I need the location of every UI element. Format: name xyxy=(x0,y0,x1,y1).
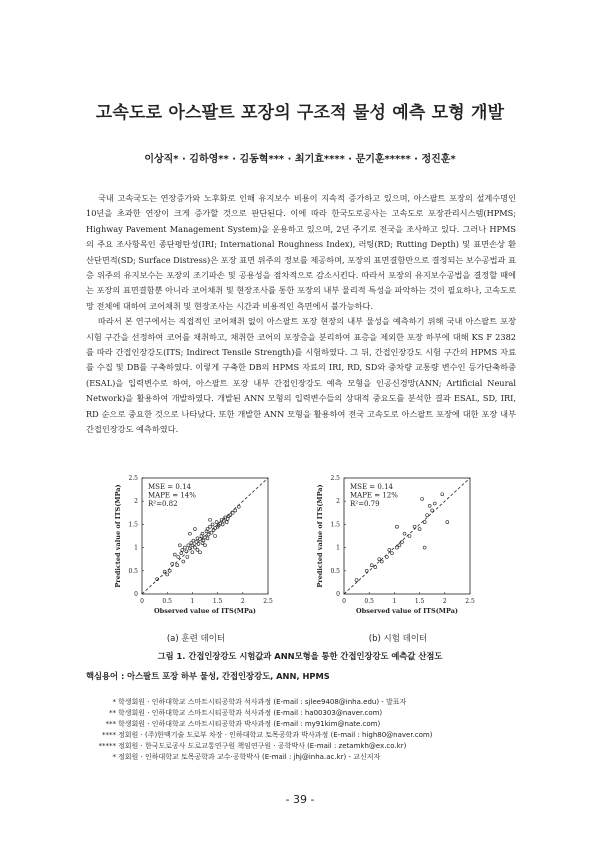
footnote-5: ***** 정회원 · 한국도로공사 도로교통연구원 책임연구원 · 공학박사 (E-mail : zetamkh@ex.co.kr) xyxy=(98,742,407,750)
footnote-2: ** 학생회원 · 인하대학교 스마트시티공학과 석사과정 (E-mail : ha00303@naver.com) xyxy=(109,709,383,717)
y-tick-label: 2.5 xyxy=(330,475,340,482)
data-point xyxy=(225,521,228,524)
data-point xyxy=(191,551,194,554)
scatter-plot-test xyxy=(312,472,482,622)
data-point xyxy=(180,552,183,555)
x-tick-label: 1.5 xyxy=(414,598,425,605)
data-point xyxy=(187,544,190,547)
footnote-1: * 학생회원 · 인하대학교 스마트시티공학과 석사과정 (E-mail : sjlee9408@inha.edu) - 발표자 xyxy=(112,698,407,706)
data-point xyxy=(403,532,406,535)
data-point xyxy=(355,579,358,582)
x-tick-label: 1 xyxy=(392,598,397,605)
y-tick-label: 1.5 xyxy=(330,521,340,529)
data-point xyxy=(211,523,214,526)
data-point xyxy=(385,555,388,558)
data-point xyxy=(237,505,240,508)
data-point xyxy=(186,555,189,558)
data-point xyxy=(209,525,212,528)
data-point xyxy=(182,560,185,563)
data-point xyxy=(193,546,196,549)
data-point xyxy=(428,504,431,507)
data-point xyxy=(418,528,421,531)
y-tick-label: 0.5 xyxy=(330,567,340,575)
data-point xyxy=(374,566,377,569)
data-point xyxy=(398,544,401,547)
x-tick-label: 2 xyxy=(442,598,447,605)
x-tick-label: 0.5 xyxy=(364,598,374,605)
data-point xyxy=(197,542,200,545)
author-list: 이상직* · 김하영** · 김동혁*** · 최기효**** · 문기훈***** · 정진훈* xyxy=(144,154,456,165)
y-tick-label: 0.5 xyxy=(128,567,138,575)
x-axis-label: Observed value of ITS(MPa) xyxy=(154,607,256,615)
data-point xyxy=(388,548,391,551)
x-tick-label: 1 xyxy=(190,598,195,605)
data-point xyxy=(431,509,434,512)
footnote-3: *** 학생회원 · 인하대학교 스마트시티공학과 박사과정 (E-mail : my91kim@nate.com) xyxy=(105,720,381,728)
figure-caption: 그림 1. 간접인장강도 시험값과 ANN모형을 통한 간접인장강도 예측값 산점도 xyxy=(157,651,443,661)
keywords: 핵심용어 : 아스팔트 포장 하부 물성, 간접인장강도, ANN, HPMS xyxy=(86,671,330,681)
x-axis-label: Observed value of ITS(MPa) xyxy=(356,607,458,615)
stat-label: R²=0.79 xyxy=(350,500,380,508)
data-point xyxy=(183,546,186,549)
y-tick-label: 2.5 xyxy=(128,475,138,482)
y-tick-label: 2 xyxy=(336,498,340,506)
y-tick-label: 0 xyxy=(134,591,138,598)
x-tick-label: 2 xyxy=(240,598,245,605)
data-point xyxy=(214,535,217,538)
y-tick-label: 2 xyxy=(134,498,138,506)
y-tick-label: 0 xyxy=(336,591,340,598)
data-point xyxy=(173,553,176,556)
data-point xyxy=(171,562,174,565)
data-point xyxy=(198,551,201,554)
footnote-4: **** 정회원 · (주)한맥기술 도로부 차장 · 인하대학교 토목공학과 박사과정 (E-mail : high80@naver.com) xyxy=(102,731,433,739)
data-point xyxy=(181,548,184,551)
data-point xyxy=(421,497,424,500)
data-point xyxy=(423,546,426,549)
data-point xyxy=(166,573,169,576)
data-point xyxy=(408,535,411,538)
subcaption-test: (b) 시험 데이터 xyxy=(368,634,428,644)
subcaption-training: (a) 훈련 데이터 xyxy=(166,634,226,644)
paragraph-1: 국내 고속국도는 연장증가와 노후화로 인해 유지보수 비용이 지속적 증가하고 있으며, 아스팔트 포장의 설계수명인 10년을 초과한 연장이 크게 증가할 것으로 판단된다. 이에 따라 한국도로공사는 고속도로 포장관리시스템(HPMS; Highway Pavement Management System)을 운용하고 있으며, 2년 주기로 전국을 조사하고 있다. 그러나 HPMS의 주요 조사항목인 종단평탄성(IRI; International Roughness Index), 러팅(RD; Rutting Depth) 및 표면손상 환산단면적(SD; Surface Distress)은 포장 표면 위주의 정보를 제공하며, 포장의 표면결함만으로 결정되는 보수공법과 표층 위주의 유지보수는 포장의 조기파손 및 공용성을 점차적으로 감소시킨다. 따라서 포장의 유지보수공법을 결정할 때에는 포장의 표면결함뿐 아니라 코어채취 및 현장조사를 통한 포장의 내부 물리적 특성을 파악하는 것이 필요하나, 고속도로망 전체에 대하여 코어채취 및 현장조사는 시간과 비용적인 측면에서 불가능하다. xyxy=(86,193,516,311)
y-axis-label: Predicted value of ITS(MPa) xyxy=(316,484,324,588)
data-point xyxy=(446,521,449,524)
y-axis-label: Predicted value of ITS(MPa) xyxy=(114,484,122,588)
data-point xyxy=(178,544,181,547)
data-point xyxy=(196,548,199,551)
scatter-chart-test xyxy=(312,472,482,622)
footnote-6: * 정회원 · 인하대학교 토목공학과 교수·공학박사 (E-mail : jhj@inha.ac.kr) - 교신저자 xyxy=(112,753,381,761)
data-point xyxy=(413,525,416,528)
data-point xyxy=(215,521,218,524)
figure-1 xyxy=(86,472,516,647)
x-tick-label: 0 xyxy=(342,598,346,605)
data-point xyxy=(426,514,429,517)
data-point xyxy=(423,521,426,524)
scatter-plot-training xyxy=(110,472,280,622)
data-point xyxy=(365,569,368,572)
data-point xyxy=(168,569,171,572)
y-tick-label: 1 xyxy=(336,544,340,552)
data-point xyxy=(210,531,213,534)
data-point xyxy=(193,528,196,531)
x-tick-label: 0.5 xyxy=(162,598,172,605)
stat-label: MAPE = 12% xyxy=(350,491,398,500)
data-point xyxy=(395,525,398,528)
stat-label: R²=0.82 xyxy=(148,500,178,508)
data-point xyxy=(177,555,180,558)
data-point xyxy=(207,533,210,536)
abstract-body xyxy=(86,191,516,438)
data-point xyxy=(176,564,179,567)
y-tick-label: 1 xyxy=(134,544,138,552)
stat-label: MSE = 0.14 xyxy=(148,483,191,491)
data-point xyxy=(380,560,383,563)
scatter-chart-training xyxy=(110,472,280,622)
data-point xyxy=(395,546,398,549)
data-point xyxy=(231,511,234,514)
data-point xyxy=(234,509,237,512)
data-point xyxy=(441,493,444,496)
paper-title: 고속도로 아스팔트 포장의 구조적 물성 예측 모형 개발 xyxy=(95,103,505,123)
data-point xyxy=(185,550,188,553)
x-tick-label: 1.5 xyxy=(212,598,223,605)
stat-label: MSE = 0.14 xyxy=(350,483,393,491)
page-number: - 39 - xyxy=(285,793,315,806)
stat-label: MAPE = 14% xyxy=(148,491,196,500)
data-point xyxy=(370,564,373,567)
data-point xyxy=(192,539,195,542)
data-point xyxy=(390,552,393,555)
data-point xyxy=(378,558,381,561)
y-tick-label: 1.5 xyxy=(128,521,138,529)
data-point xyxy=(209,518,212,521)
x-tick-label: 2.5 xyxy=(263,598,273,605)
data-point xyxy=(204,544,207,547)
data-point xyxy=(433,502,436,505)
data-point xyxy=(188,532,191,535)
paragraph-2: 따라서 본 연구에서는 직접적인 코어채취 없이 아스팔트 포장 현장의 내부 물성을 예측하기 위해 국내 아스팔트 포장 시험 구간을 선정하여 코어를 채취하고, 채취한 코어의 포장층을 분리하여 표층을 제외한 포장 하부에 대해 KS F 2382를 따라 간접인장강도(ITS; Indirect Tensile Strength)를 시험하였다. 그 뒤, 간접인장강도 시험 구간의 HPMS 자료를 수집 및 DB를 구축하였다. 이렇게 구축한 DB의 HPMS 자료의 IRI, RD, SD와 중차량 교통량 변수인 등가단축하중(ESAL)을 입력변수로 하여, 아스팔트 포장 내부 간접인장강도 예측 모형을 인공신경망(ANN; Artificial Neural Network)을 활용하여 개발하였다. 개발된 ANN 모형의 입력변수들의 상대적 중요도를 분석한 결과 ESAL, SD, IRI, RD 순으로 중요한 것으로 나타났다. 또한 개발한 ANN 모형을 활용하여 전국 고속도로 아스팔트 포장에 대한 포장 내부 간접인장강도 예측하였다. xyxy=(86,316,516,435)
x-tick-label: 0 xyxy=(140,598,144,605)
x-tick-label: 2.5 xyxy=(465,598,475,605)
